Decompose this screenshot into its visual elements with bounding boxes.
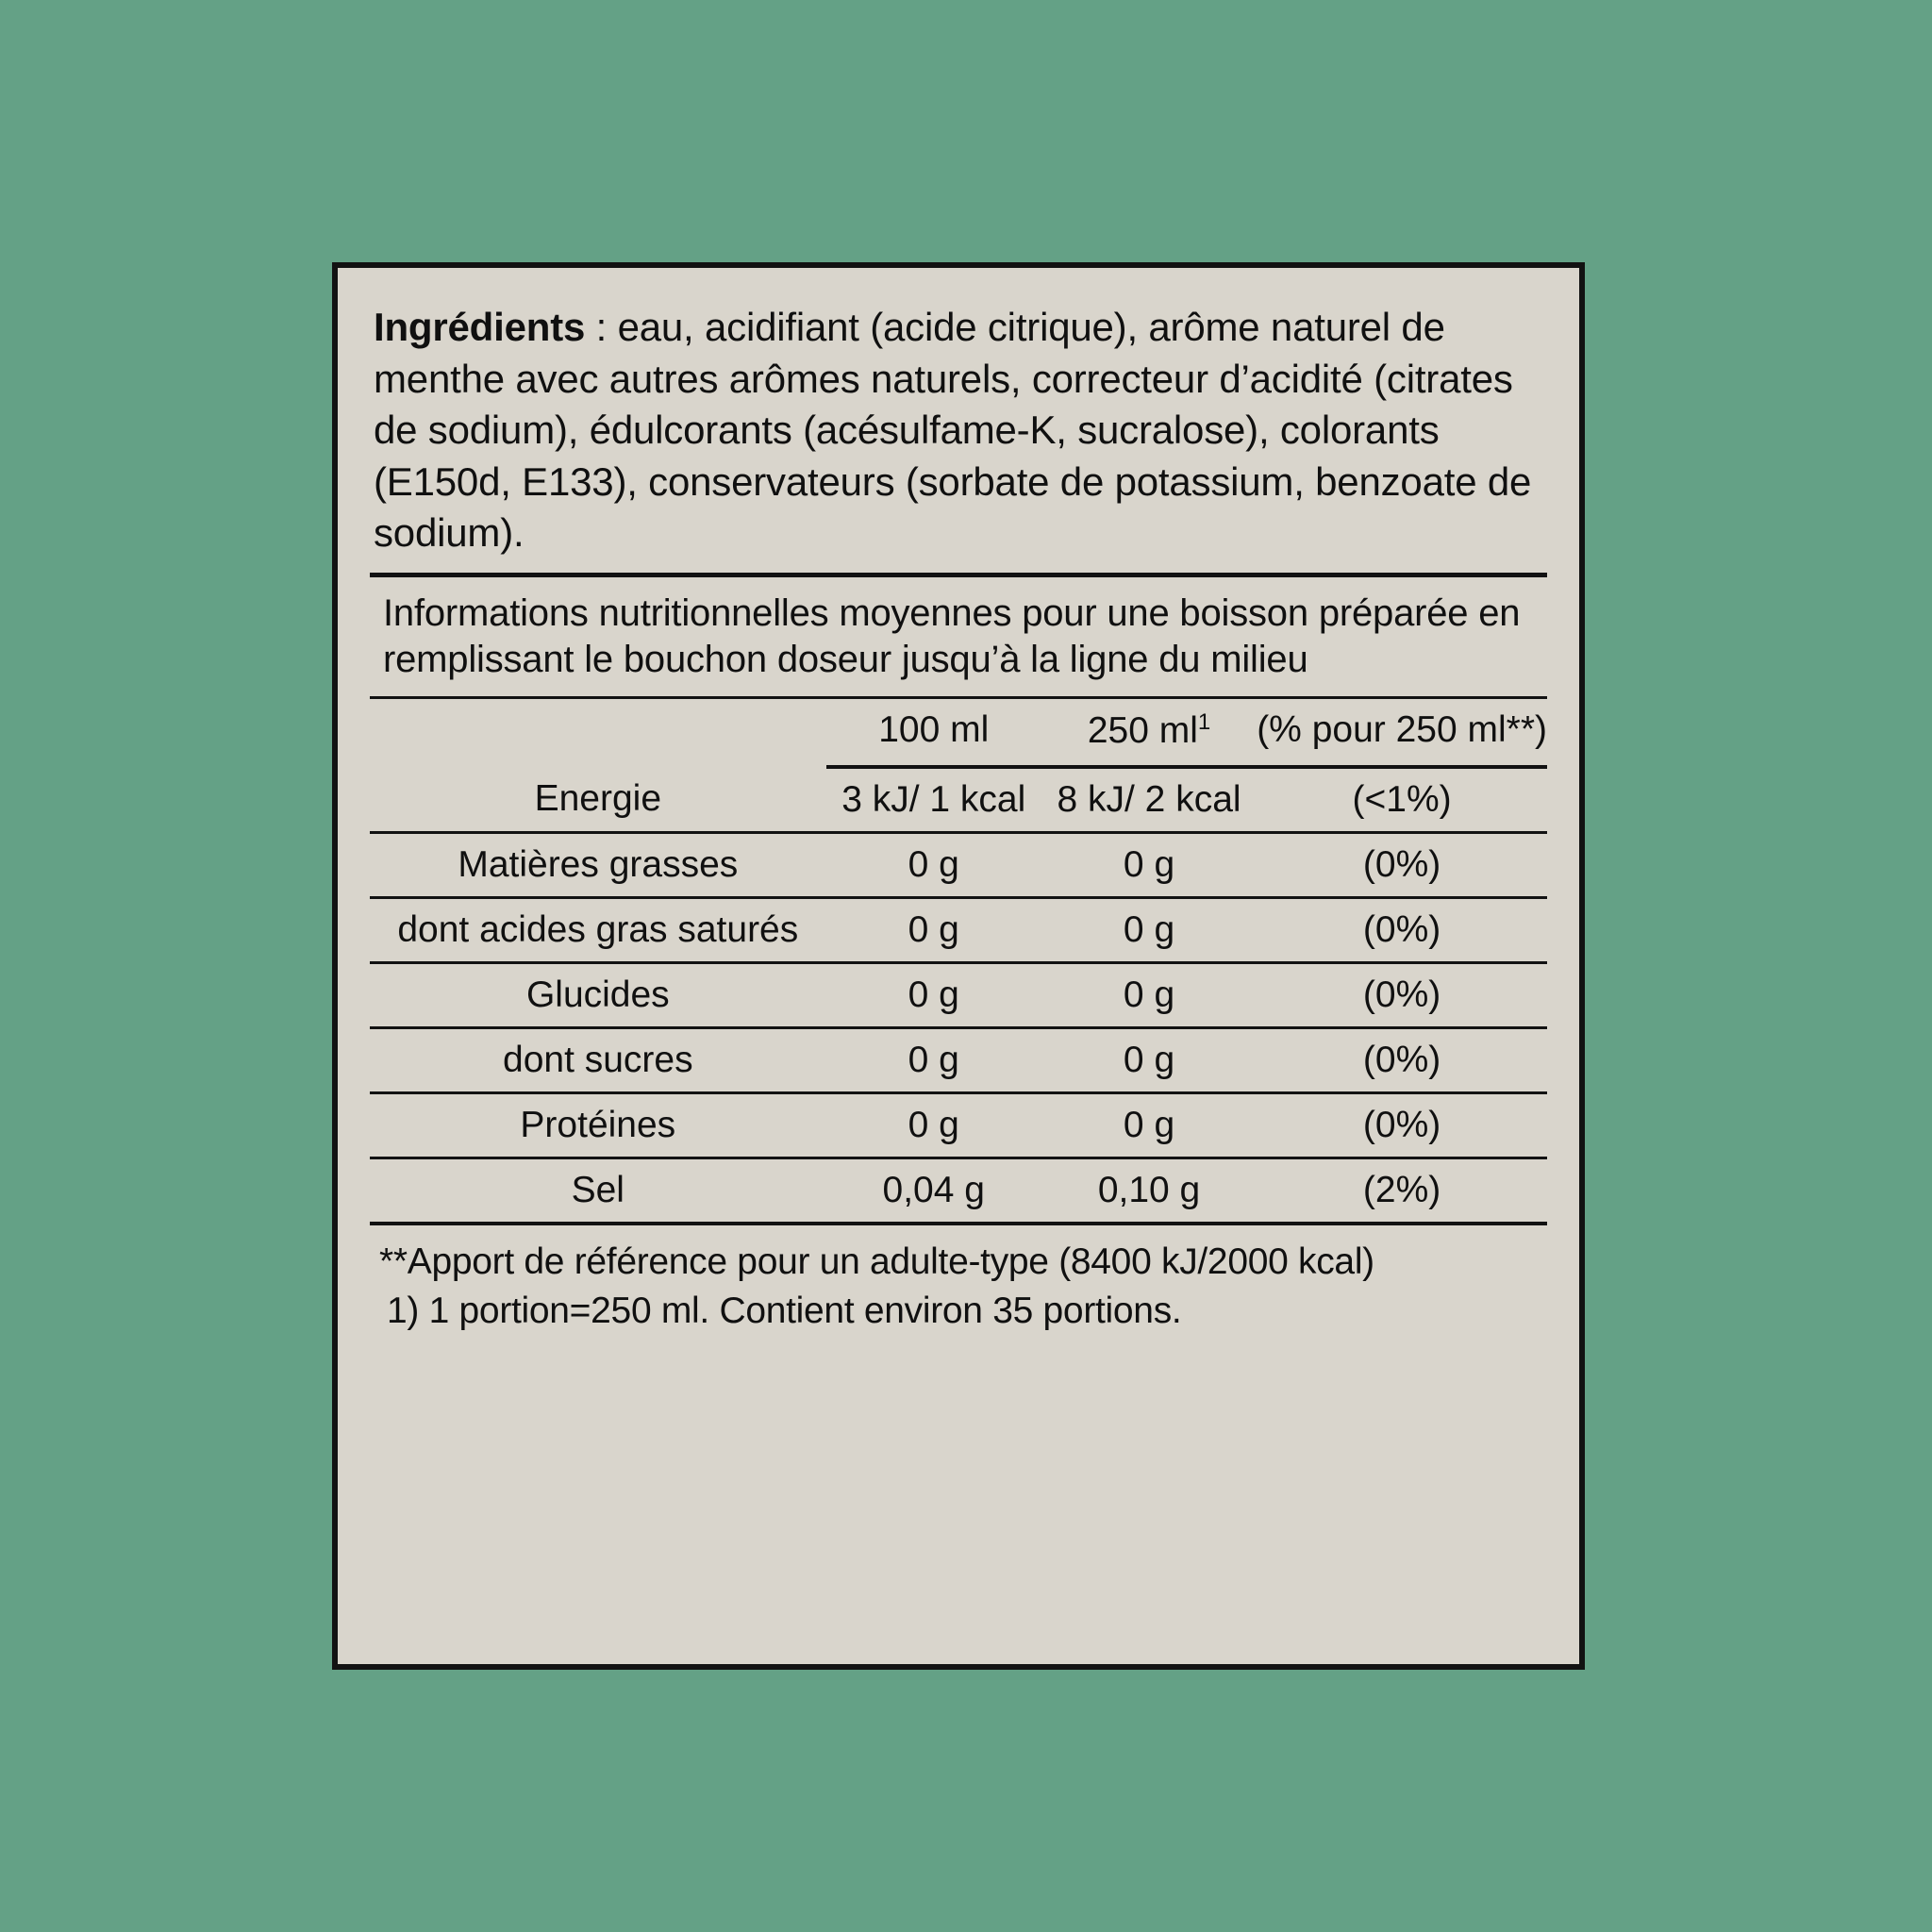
ingredients-text: : eau, acidifiant (acide citrique), arôme naturel de menthe avec autres arômes naturels, correcteur d’acidité (citrates de sodium), édulcorants (acésulfame-K, sucralose), colorants (E150d, E133), conservateurs (sorbate de potassium, benzoate de sodium). (374, 305, 1532, 556)
table-header-row (370, 699, 1547, 767)
row-label: Matières grasses (458, 843, 739, 885)
row-value-250ml: 0 g (1123, 1104, 1175, 1145)
nutrition-label-panel (332, 262, 1585, 1670)
row-value-100ml: 0 g (908, 1104, 959, 1145)
ingredients-title: Ingrédients (374, 305, 586, 349)
row-value-100ml: 0 g (908, 1039, 959, 1080)
row-label: dont sucres (503, 1039, 693, 1080)
row-value-250ml: 0 g (1123, 1039, 1175, 1080)
row-value-250ml: 0 g (1123, 908, 1175, 950)
header-250ml-footnote-marker: 1 (1197, 708, 1211, 735)
header-100ml: 100 ml (826, 699, 1041, 767)
nutrition-table-head (370, 699, 1547, 767)
row-label: Protéines (520, 1104, 676, 1145)
footnotes (379, 1241, 1547, 1333)
table-row (370, 832, 1547, 897)
row-value-percent: (<1%) (1352, 778, 1452, 820)
table-row (370, 1158, 1547, 1224)
footnote-reference-intake: **Apport de référence pour un adulte-type (8400 kJ/2000 kcal) (379, 1241, 1374, 1282)
table-row (370, 897, 1547, 962)
header-nutrient (370, 699, 826, 767)
header-250ml-text: 250 ml (1087, 709, 1198, 751)
row-label: dont acides gras saturés (397, 908, 799, 950)
row-label: Glucides (525, 974, 670, 1015)
row-label: Energie (534, 777, 662, 819)
table-row (370, 1092, 1547, 1158)
table-row (370, 1027, 1547, 1092)
row-value-percent: (0%) (1362, 1104, 1441, 1145)
row-label: Sel (571, 1169, 625, 1210)
row-value-250ml: 0 g (1123, 974, 1175, 1015)
row-value-250ml: 8 kJ/ 2 kcal (1057, 778, 1241, 820)
row-value-percent: (0%) (1362, 1039, 1441, 1080)
row-value-100ml: 0 g (908, 908, 959, 950)
row-value-100ml: 0 g (908, 843, 959, 885)
table-row (370, 767, 1547, 833)
nutrition-table-body (370, 767, 1547, 1224)
row-value-250ml: 0 g (1123, 843, 1175, 885)
row-value-percent: (2%) (1362, 1169, 1441, 1210)
row-value-percent: (0%) (1362, 908, 1441, 950)
row-value-100ml: 3 kJ/ 1 kcal (841, 778, 1026, 820)
divider-above-nutrition-heading (370, 573, 1547, 577)
footnote-portions: 1) 1 portion=250 ml. Contient environ 35 portions. (387, 1290, 1182, 1331)
nutrition-heading: Informations nutritionnelles moyennes pour une boisson préparée en remplissant le bouchon doseur jusqu’à la ligne du milieu (383, 591, 1521, 680)
row-value-100ml: 0 g (908, 974, 959, 1015)
ingredients-paragraph (374, 302, 1547, 559)
header-percent-250ml: (% pour 250 ml**) (1257, 699, 1547, 767)
row-value-100ml: 0,04 g (882, 1169, 985, 1210)
row-value-250ml: 0,10 g (1097, 1169, 1201, 1210)
nutrition-table (370, 699, 1547, 1225)
header-250ml (1041, 699, 1257, 767)
table-row (370, 962, 1547, 1027)
row-value-percent: (0%) (1362, 974, 1441, 1015)
row-value-percent: (0%) (1362, 843, 1441, 885)
